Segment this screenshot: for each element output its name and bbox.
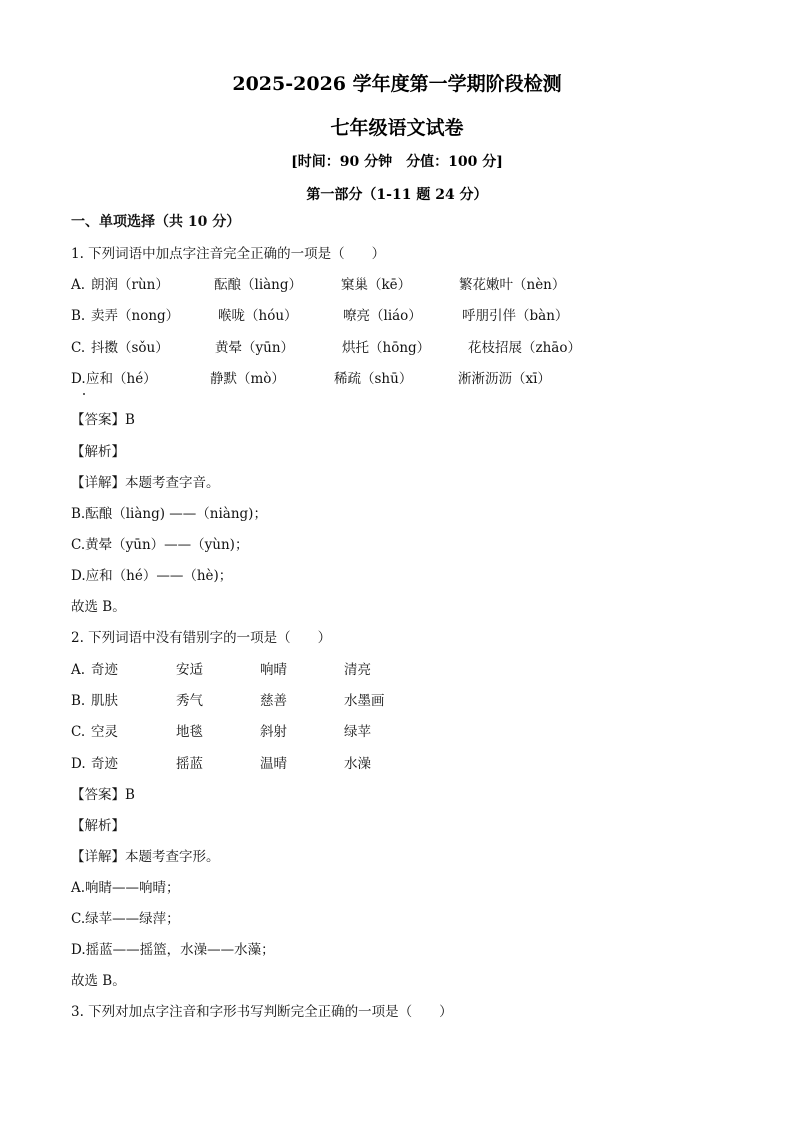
- option-label: C.: [71, 340, 86, 356]
- q2-stem: 2. 下列词语中没有错别字的一项是（ ）: [71, 630, 332, 646]
- q1-answer: 【答案】B: [71, 412, 135, 428]
- option-item: 抖擞（sǒu）: [91, 340, 169, 356]
- option-item: 秀气: [176, 693, 203, 709]
- option-item: 清亮: [344, 662, 371, 678]
- q1-detail: 【详解】本题考查字音。: [71, 475, 220, 491]
- option-item: 空灵: [91, 724, 118, 740]
- q1-note: C.黄晕（yūn）——（yùn)；: [71, 537, 249, 553]
- option-item: 卖弄（nong）: [91, 308, 180, 324]
- option-item: 花枝招展（zhāo）: [468, 340, 581, 356]
- option-item: 酝酿（liàng）: [214, 277, 303, 293]
- option-item: 安适: [176, 662, 203, 678]
- q2-conclusion: 故选 B。: [71, 973, 126, 989]
- q1-note: D.应和（hé）——（hè)；: [71, 568, 233, 584]
- option-item: 静默（mò）: [210, 371, 285, 387]
- option-item: 朗润（rùn）: [91, 277, 169, 293]
- option-item: 呼朋引伴（bàn）: [462, 308, 569, 324]
- exam-title: 2025-2026 学年度第一学期阶段检测: [232, 73, 562, 95]
- q2-analysis: 【解析】: [71, 818, 125, 834]
- exam-meta: [时间：90 分钟 分值：100 分]: [291, 154, 503, 170]
- option-item: 斜射: [260, 724, 287, 740]
- q1-conclusion: 故选 B。: [71, 599, 126, 615]
- q2-answer: 【答案】B: [71, 787, 135, 803]
- option-item: 嘹亮（liáo）: [343, 308, 422, 324]
- q1-stem: 1. 下列词语中加点字注音完全正确的一项是（ ）: [71, 246, 386, 262]
- option-item: 温晴: [260, 756, 287, 772]
- exam-part: 第一部分（1-11 题 24 分）: [306, 187, 488, 203]
- option-item: 响晴: [260, 662, 287, 678]
- option-item: 慈善: [260, 693, 287, 709]
- q1-note: B.酝酿（liàng) ——（niàng)；: [71, 506, 267, 522]
- q1-analysis: 【解析】: [71, 444, 125, 460]
- option-item: 水墨画: [344, 693, 385, 709]
- option-item: 地毯: [176, 724, 203, 740]
- option-item: 繁花嫩叶（nèn）: [459, 277, 566, 293]
- option-item: 奇迹: [91, 756, 118, 772]
- q2-note: A.响睛——响晴；: [71, 880, 180, 896]
- exam-subtitle: 七年级语文试卷: [330, 117, 464, 139]
- option-item: 应和（hé）: [86, 371, 157, 387]
- section-heading: 一、单项选择（共 10 分）: [71, 214, 241, 230]
- option-item: 奇迹: [91, 662, 118, 678]
- option-label: C.: [71, 724, 86, 740]
- option-item: 摇蓝: [176, 756, 203, 772]
- option-label: D.: [71, 756, 86, 772]
- option-item: 肌肤: [91, 693, 118, 709]
- option-item: 绿苹: [344, 724, 371, 740]
- option-item: 窠巢（kē）: [341, 277, 412, 293]
- q3-stem: 3. 下列对加点字注音和字形书写判断完全正确的一项是（ ）: [71, 1004, 453, 1020]
- option-item: 稀疏（shū）: [334, 371, 413, 387]
- option-label: A.: [71, 277, 86, 293]
- option-item: 烘托（hōng）: [342, 340, 431, 356]
- option-label: B.: [71, 308, 86, 324]
- option-item: 水澡: [344, 756, 371, 772]
- q2-note: D.摇蓝——摇篮，水澡——水藻；: [71, 942, 275, 958]
- emphasis-dot: [83, 393, 85, 395]
- q2-note: C.绿苹——绿萍；: [71, 911, 180, 927]
- option-label: B.: [71, 693, 86, 709]
- option-item: 淅淅沥沥（xī）: [458, 371, 551, 387]
- option-item: 黄晕（yūn）: [215, 340, 295, 356]
- option-label: D.: [71, 371, 86, 387]
- q2-detail: 【详解】本题考查字形。: [71, 849, 220, 865]
- option-item: 喉咙（hóu）: [218, 308, 298, 324]
- option-label: A.: [71, 662, 86, 678]
